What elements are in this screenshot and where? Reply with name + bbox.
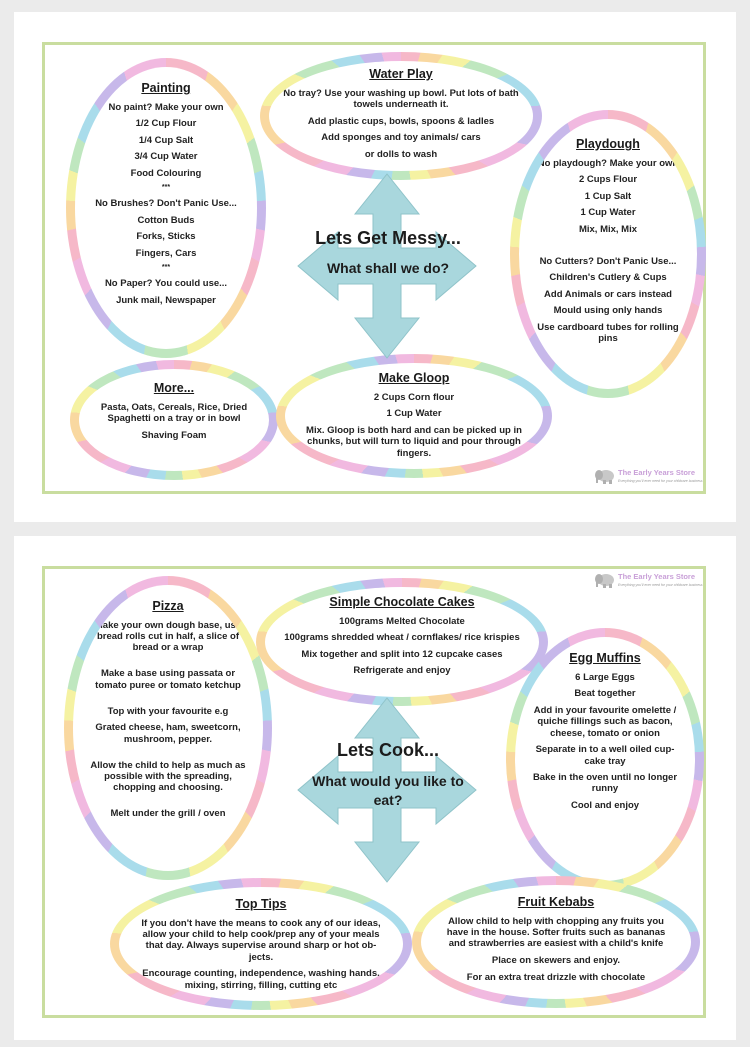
water-play-title: Water Play <box>369 67 433 81</box>
playdough-oval <box>510 110 706 398</box>
pizza-line: Grated cheese, ham, sweetcorn, mushroom, pepper. <box>95 722 241 745</box>
more-title: More... <box>153 381 195 395</box>
more-line: Shaving Foam <box>141 429 207 441</box>
brand-name: The Early Years Store <box>618 468 695 478</box>
top-tips-title: Top Tips <box>235 897 287 911</box>
more-line: Pasta, Oats, Cereals, Rice, Dried Spaghetti on a tray or in bowl <box>100 401 248 424</box>
water-play-oval <box>260 52 542 180</box>
chocolate-cakes-line: 100grams Melted Chocolate <box>339 615 465 627</box>
water-play-line: Add plastic cups, bowls, spoons & ladles <box>307 115 495 127</box>
painting-line: No paint? Make your own <box>108 101 224 113</box>
egg-muffins-line: Add in your favourite omelette / quiche fillings such as bacon, cheese, tomato or onion <box>533 704 677 739</box>
pizza-line: Make a base using passata or tomato puree or tomato ketchup <box>95 668 241 691</box>
playdough-line: No Cutters? Don't Panic Use... <box>539 255 677 267</box>
playdough-line: Mix, Mix, Mix <box>578 223 638 235</box>
chocolate-cakes-oval <box>256 578 548 706</box>
pizza-line: Top with your favourite e.g <box>107 705 229 717</box>
playdough-line: 2 Cups Flour <box>578 174 638 186</box>
painting-line: 3/4 Cup Water <box>134 151 198 163</box>
playdough-line: Children's Cutlery & Cups <box>549 272 667 284</box>
playdough-title: Playdough <box>576 137 640 151</box>
make-gloop-line: 2 Cups Corn flour <box>373 391 455 403</box>
water-play-line: No tray? Use your washing up bowl. Put lots of bath towels underneath it. <box>283 87 519 110</box>
fruit-kebabs-title: Fruit Kebabs <box>517 895 595 909</box>
fruit-kebabs-oval <box>412 876 700 1008</box>
make-gloop-line: Mix. Gloop is both hard and can be picked up in chunks, but will turn to liquid and pour through fingers. <box>306 424 522 459</box>
more-oval <box>70 360 278 480</box>
brand-logo <box>594 468 703 484</box>
make-gloop-title: Make Gloop <box>378 371 450 385</box>
pizza-line: Melt under the grill / oven <box>110 808 226 820</box>
egg-muffins-line: Cool and enjoy <box>570 800 640 812</box>
playdough-line: No playdough? Make your own <box>537 157 679 169</box>
painting-line: Fingers, Cars <box>135 247 197 259</box>
painting-line: No Brushes? Don't Panic Use... <box>95 198 237 210</box>
brand-name: The Early Years Store <box>618 572 695 582</box>
pizza-oval <box>64 576 272 880</box>
painting-line: 1/4 Cup Salt <box>138 134 194 146</box>
painting-title: Painting <box>141 81 191 95</box>
egg-muffins-oval <box>506 628 704 890</box>
brand-tagline: Everything you'll ever need for your childcare business <box>618 582 703 587</box>
chocolate-cakes-title: Simple Chocolate Cakes <box>329 595 475 609</box>
pizza-line: Make your own dough base, use bread rolls cut in half, a slice of bread or a wrap <box>94 619 242 654</box>
make-gloop-oval <box>276 354 552 478</box>
sheet2-heading: Lets Cook... <box>336 740 439 760</box>
egg-muffins-line: Bake in the oven until no longer runny <box>532 772 678 795</box>
egg-muffins-title: Egg Muffins <box>569 651 641 665</box>
elephant-icon <box>594 572 616 588</box>
activity-sheet-messy <box>14 12 736 522</box>
painting-line: Forks, Sticks <box>136 231 196 243</box>
egg-muffins-line: Beat together <box>574 688 636 700</box>
sheet1-heading: Lets Get Messy... <box>315 228 461 248</box>
sheet2-subheading: What would you like to eat? <box>312 773 464 808</box>
painting-line: 1/2 Cup Flour <box>135 118 197 130</box>
elephant-icon <box>594 468 616 484</box>
playdough-line: Add Animals or cars instead <box>544 288 672 300</box>
fruit-kebabs-line: Place on skewers and enjoy. <box>491 954 621 966</box>
painting-line: Junk mail, Newspaper <box>116 294 216 306</box>
water-play-line: Add sponges and toy animals/ cars <box>321 132 481 144</box>
painting-line: *** <box>161 264 171 272</box>
sheet1-subheading: What shall we do? <box>326 260 450 276</box>
pizza-line: Allow the child to help as much as possible with the spreading, chopping and choosing. <box>90 759 246 794</box>
painting-line: Food Colouring <box>130 167 202 179</box>
pizza-title: Pizza <box>152 599 184 613</box>
playdough-line: 1 Cup Salt <box>584 190 632 202</box>
chocolate-cakes-line: 100grams shredded wheat / cornflakes/ rice krispies <box>284 632 520 644</box>
playdough-line: 1 Cup Water <box>580 207 636 219</box>
activity-sheet-cook <box>14 536 736 1040</box>
painting-oval <box>66 58 266 358</box>
playdough-line: Use cardboard tubes for rolling pins <box>537 321 679 345</box>
egg-muffins-line: 6 Large Eggs <box>575 671 635 683</box>
painting-line: No Paper? You could use... <box>104 277 228 289</box>
make-gloop-line: 1 Cup Water <box>386 408 442 420</box>
brand-logo <box>594 572 703 588</box>
top-tips-line: If you don't have the means to cook any of our ideas, allow your child to help cook/prep any of your meals that day. Always supervise around sharp or hot ob-jects. <box>141 917 381 963</box>
top-tips-oval <box>110 878 412 1010</box>
painting-line: *** <box>161 184 171 192</box>
chocolate-cakes-line: Mix together and split into 12 cupcake cases <box>301 648 503 660</box>
painting-line: Cotton Buds <box>137 214 195 226</box>
chocolate-cakes-line: Refrigerate and enjoy <box>353 665 451 677</box>
brand-tagline: Everything you'll ever need for your childcare business <box>618 478 703 483</box>
top-tips-line: Encourage counting, independence, washing hands, mixing, stirring, filling, cutting etc <box>142 968 380 991</box>
egg-muffins-line: Separate in to a well oiled cup-cake tray <box>535 744 675 767</box>
fruit-kebabs-line: For an extra treat drizzle with chocolate <box>466 971 646 983</box>
fruit-kebabs-line: Allow child to help with chopping any fruits you have in the house. Softer fruits such as bananas and strawberries are easiest with a child's knife <box>446 915 666 950</box>
playdough-line: Mould using only hands <box>553 305 663 317</box>
water-play-line: or dolls to wash <box>364 148 438 160</box>
